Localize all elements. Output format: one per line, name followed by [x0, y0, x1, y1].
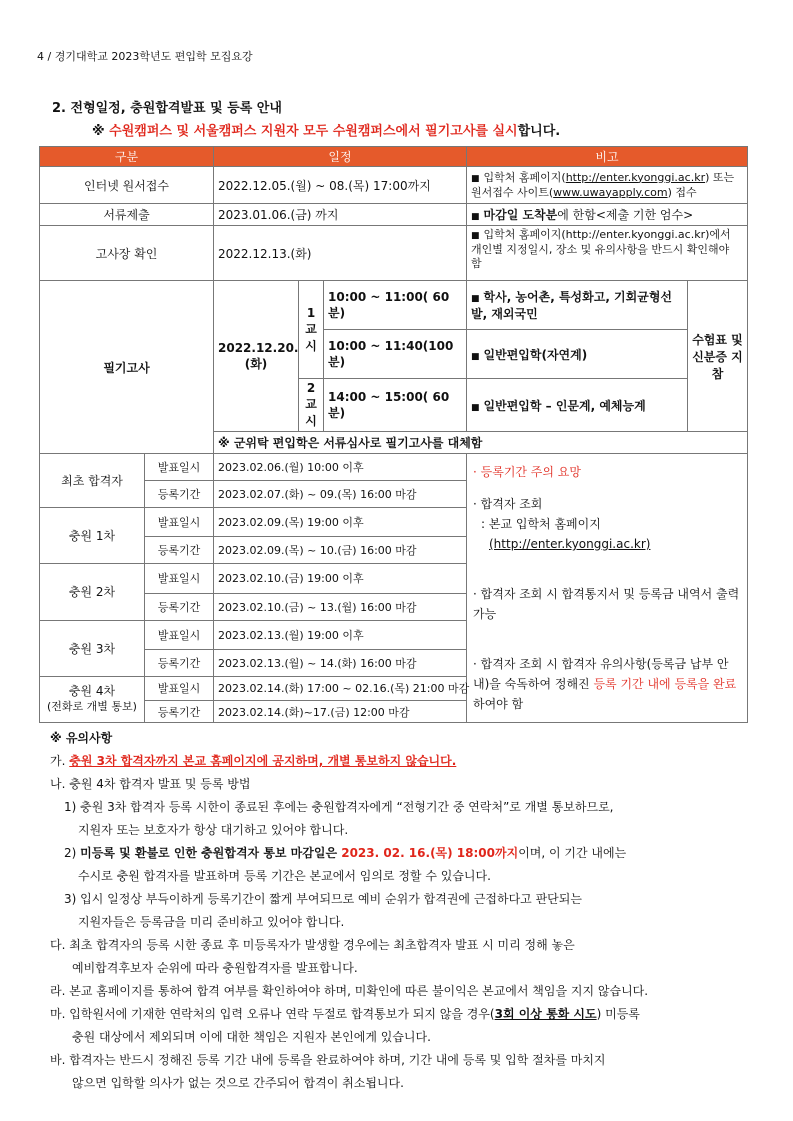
section-title: 2. 전형일정, 충원합격발표 및 등록 안내	[52, 101, 282, 116]
note-na-2b: 수시로 충원 합격자를 발표하며 등록 기간은 본교에서 임의로 정할 수 있습니다.	[78, 869, 491, 883]
uway-link[interactable]: www.uwayapply.com	[553, 185, 668, 199]
exam-room-date: 2022.12.13.(화)	[214, 226, 467, 281]
military-note: ※ 군위탁 편입학은 서류심사로 필기고사를 대체함	[214, 432, 748, 454]
slot-time-1: 10:00 ~ 11:00( 60분)	[324, 281, 467, 330]
round-label: 충원 2차	[40, 564, 145, 620]
round-value: 2023.02.06.(월) 10:00 이후	[214, 454, 467, 481]
note-ba-2: 않으면 입학할 의사가 없는 것으로 간주되어 합격이 취소됩니다.	[72, 1076, 404, 1090]
exam-room-note: ■ 입학처 홈페이지(http://enter.kyonggi.ac.kr)에서 개인별 지정일시, 장소 및 유의사항을 반드시 확인해야 함	[467, 226, 748, 281]
slot-target-3: ■ 일반편입학 – 인문계, 예체능계	[467, 379, 688, 432]
round-key: 발표일시	[145, 508, 214, 537]
notice: ※ 수원캠퍼스 및 서울캠퍼스 지원자 모두 수원캠퍼스에서 필기고사를 실시합니다.	[92, 124, 561, 139]
docs-date: 2023.01.06.(금) 까지	[214, 204, 467, 226]
round-key: 발표일시	[145, 454, 214, 481]
online-date: 2022.12.05.(월) ~ 08.(목) 17:00까지	[214, 167, 467, 204]
note-da-2: 예비합격후보자 순위에 따라 충원합격자를 발표합니다.	[72, 961, 358, 975]
note-ma-2: 충원 대상에서 제외되며 이에 대한 책임은 지원자 본인에게 있습니다.	[72, 1030, 431, 1044]
enter-link[interactable]: (http://enter.kyonggi.ac.kr)	[489, 537, 651, 551]
round-key: 발표일시	[145, 620, 214, 649]
registration-remarks: · 등록기간 주의 요망 · 합격자 조회 : 본교 입학처 홈페이지 (http://enter.kyonggi.ac.kr) · 합격자 조회 시 합격통지서 및 등록금 내역서 출력 가능 · 합격자 조회 시 합격자 유의사항(등록금 납부 안내)을 숙독하여 정해진 등록 기간 내에 등록을 완료하여야 함	[467, 454, 748, 723]
header-category: 구분	[40, 147, 214, 167]
note-na-2: 2) 미등록 및 환불로 인한 충원합격자 통보 마감일은 2023. 02. 16.(목) 18:00까지이며, 이 기간 내에는	[64, 846, 627, 860]
note-ra: 라. 본교 홈페이지를 통하여 합격 여부를 확인하여야 하며, 미확인에 따른 불이익은 본교에서 책임을 지지 않습니다.	[50, 984, 649, 998]
note-ba: 바. 합격자는 반드시 정해진 등록 기간 내에 등록을 완료하여야 하며, 기간 내에 등록 및 입학 절차를 마치지	[50, 1053, 606, 1067]
note-na-3b: 지원자들은 등록금을 미리 준비하고 있어야 합니다.	[78, 915, 345, 929]
header-schedule: 일정	[214, 147, 467, 167]
bring-id: 수험표 및 신분증 지참	[688, 281, 748, 432]
note-ma: 마. 입학원서에 기재한 연락처의 입력 오류나 연락 두절로 합격통보가 되지 않을 경우(3회 이상 통화 시도) 미등록	[50, 1007, 640, 1021]
row-label-online: 인터넷 원서접수	[40, 167, 214, 204]
slot-time-2: 10:00 ~ 11:40(100분)	[324, 330, 467, 379]
note-na-3: 3) 입시 일정상 부득이하게 등록기간이 짧게 부여되므로 예비 순위가 합격권에 근접하다고 판단되는	[64, 892, 582, 906]
notes-section	[50, 727, 750, 1095]
row-label-written: 필기고사	[40, 281, 214, 454]
round-value: 2023.02.14.(화) 17:00 ~ 02.16.(목) 21:00 마감	[214, 676, 467, 700]
notes-title: ※ 유의사항	[50, 731, 113, 745]
round-key: 등록기간	[145, 649, 214, 676]
note-da: 다. 최초 합격자의 등록 시한 종료 후 미등록자가 발생할 경우에는 최초합격자 발표 시 미리 정해 놓은	[50, 938, 575, 952]
note-na: 나. 충원 4차 합격자 발표 및 등록 방법	[50, 777, 251, 791]
round-value: 2023.02.13.(월) 19:00 이후	[214, 620, 467, 649]
enter-link[interactable]: http://enter.kyonggi.ac.kr	[565, 170, 706, 184]
round-value: 2023.02.07.(화) ~ 09.(목) 16:00 마감	[214, 481, 467, 508]
round-label: 최초 합격자	[40, 454, 145, 508]
round-label: 충원 3차	[40, 620, 145, 676]
row-label-docs: 서류제출	[40, 204, 214, 226]
round-key: 발표일시	[145, 564, 214, 593]
page-header: 4 / 경기대학교 2023학년도 편입학 모집요강	[37, 50, 253, 63]
round-key: 등록기간	[145, 701, 214, 723]
round-key: 발표일시	[145, 676, 214, 700]
round-key: 등록기간	[145, 481, 214, 508]
online-note: ■ 입학처 홈페이지(http://enter.kyonggi.ac.kr) 또는 원서접수 사이트(www.uwayapply.com) 접수	[467, 167, 748, 204]
row-label-exam-room: 고사장 확인	[40, 226, 214, 281]
round-value: 2023.02.10.(금) ~ 13.(월) 16:00 마감	[214, 593, 467, 620]
round-value: 2023.02.14.(화)~17.(금) 12:00 마감	[214, 701, 467, 723]
note-na-1: 1) 충원 3차 합격자 등록 시한이 종료된 후에는 충원합격자에게 “전형기간 중 연락처”로 개별 통보하므로,	[64, 800, 614, 814]
schedule-table	[39, 146, 748, 723]
period-2: 2교시	[299, 379, 324, 432]
round-key: 등록기간	[145, 593, 214, 620]
note-ga: 가. 충원 3차 합격자까지 본교 홈페이지에 공지하며, 개별 통보하지 않습니다.	[50, 754, 457, 768]
round-value: 2023.02.13.(월) ~ 14.(화) 16:00 마감	[214, 649, 467, 676]
round-key: 등록기간	[145, 537, 214, 564]
round-value: 2023.02.10.(금) 19:00 이후	[214, 564, 467, 593]
round-value: 2023.02.09.(목) ~ 10.(금) 16:00 마감	[214, 537, 467, 564]
written-date: 2022.12.20.(화)	[214, 281, 299, 432]
docs-note: ■ 마감일 도착분에 한함<제출 기한 엄수>	[467, 204, 748, 226]
period-1: 1교시	[299, 281, 324, 379]
note-na-1b: 지원자 또는 보호자가 항상 대기하고 있어야 합니다.	[78, 823, 349, 837]
slot-target-2: ■ 일반편입학(자연계)	[467, 330, 688, 379]
round-label: 충원 4차 (전화로 개별 통보)	[40, 676, 145, 722]
slot-time-3: 14:00 ~ 15:00( 60분)	[324, 379, 467, 432]
slot-target-1: ■ 학사, 농어촌, 특성화고, 기회균형선발, 재외국민	[467, 281, 688, 330]
header-remarks: 비고	[467, 147, 748, 167]
round-value: 2023.02.09.(목) 19:00 이후	[214, 508, 467, 537]
round-label: 충원 1차	[40, 508, 145, 564]
